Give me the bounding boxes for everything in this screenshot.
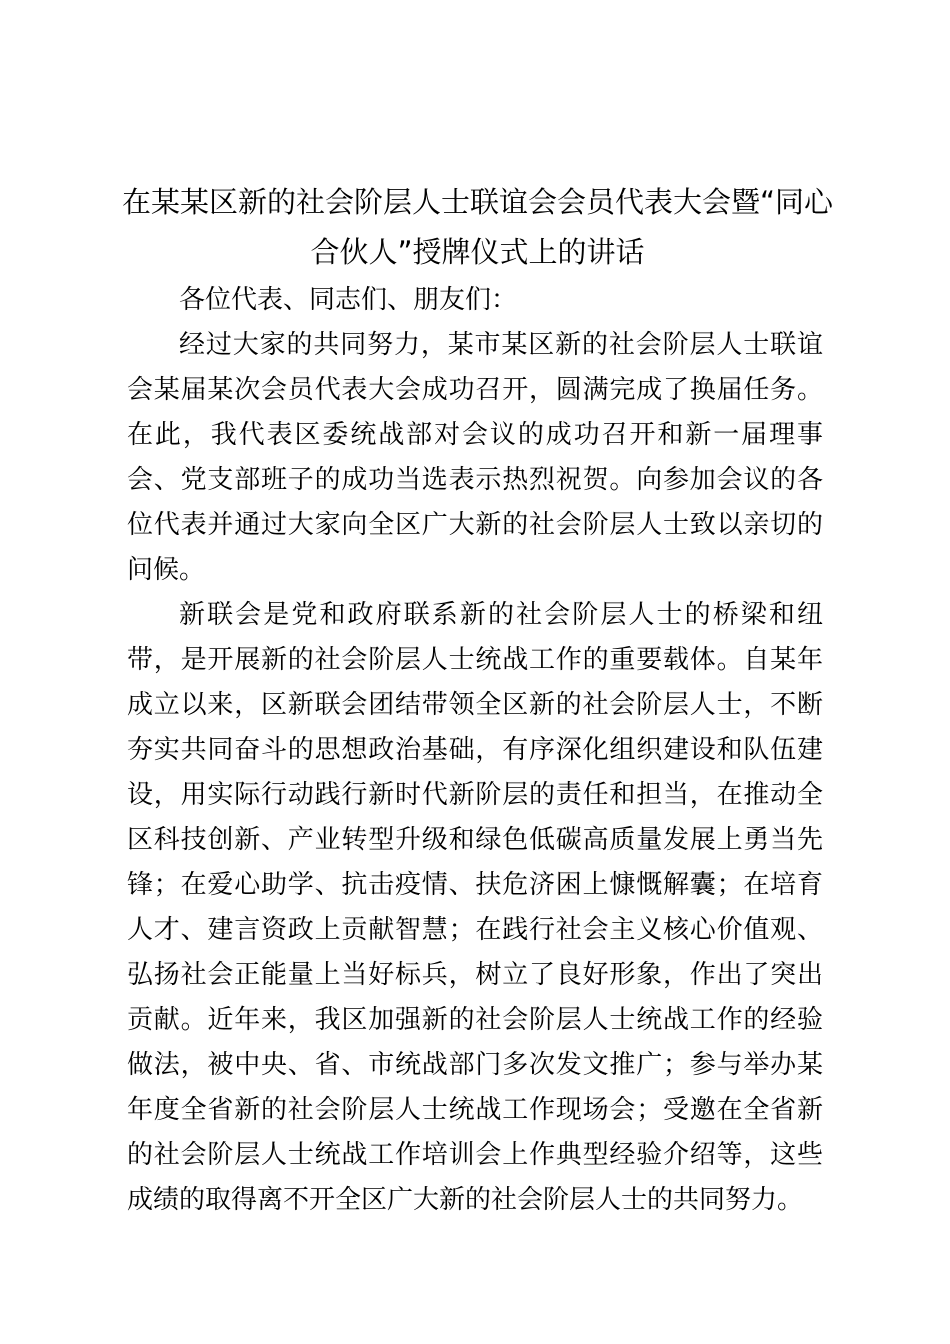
document-title: 在某某区新的社会阶层人士联谊会会员代表大会暨“同心合伙人”授牌仪式上的讲话	[121, 185, 834, 269]
paragraph-2: 新联会是党和政府联系新的社会阶层人士的桥梁和纽带，是开展新的社会阶层人士统战工作的重要载体。自某年成立以来，区新联会团结带领全区新的社会阶层人士，不断夯实共同奋斗的思想政治基础，有序深化组织建设和队伍建设，用实际行动践行新时代新阶层的责任和担当，在推动全区科技创新、产业转型升级和绿色低碳高质量发展上勇当先锋；在爱心助学、抗击疫情、扶危济困上慷慨解囊；在培育人才、建言资政上贡献智慧；在践行社会主义核心价值观、弘扬社会正能量上当好标兵，树立了良好形象，作出了突出贡献。近年来，我区加强新的社会阶层人士统战工作的经验做法，被中央、省、市统战部门多次发文推广；参与举办某年度全省新的社会阶层人士统战工作现场会；受邀在全省新的社会阶层人士统战工作培训会上作典型经验介绍等，这些成绩的取得离不开全区广大新的社会阶层人士的共同努力。	[127, 600, 823, 1215]
paragraph-1: 经过大家的共同努力，某市某区新的社会阶层人士联谊会某届某次会员代表大会成功召开，圆满完成了换届任务。在此，我代表区委统战部对会议的成功召开和新一届理事会、党支部班子的成功当选表示热烈祝贺。向参加会议的各位代表并通过大家向全区广大新的社会阶层人士致以亲切的问候。	[127, 330, 823, 585]
salutation: 各位代表、同志们、朋友们：	[179, 285, 518, 315]
document-body	[127, 278, 823, 1223]
